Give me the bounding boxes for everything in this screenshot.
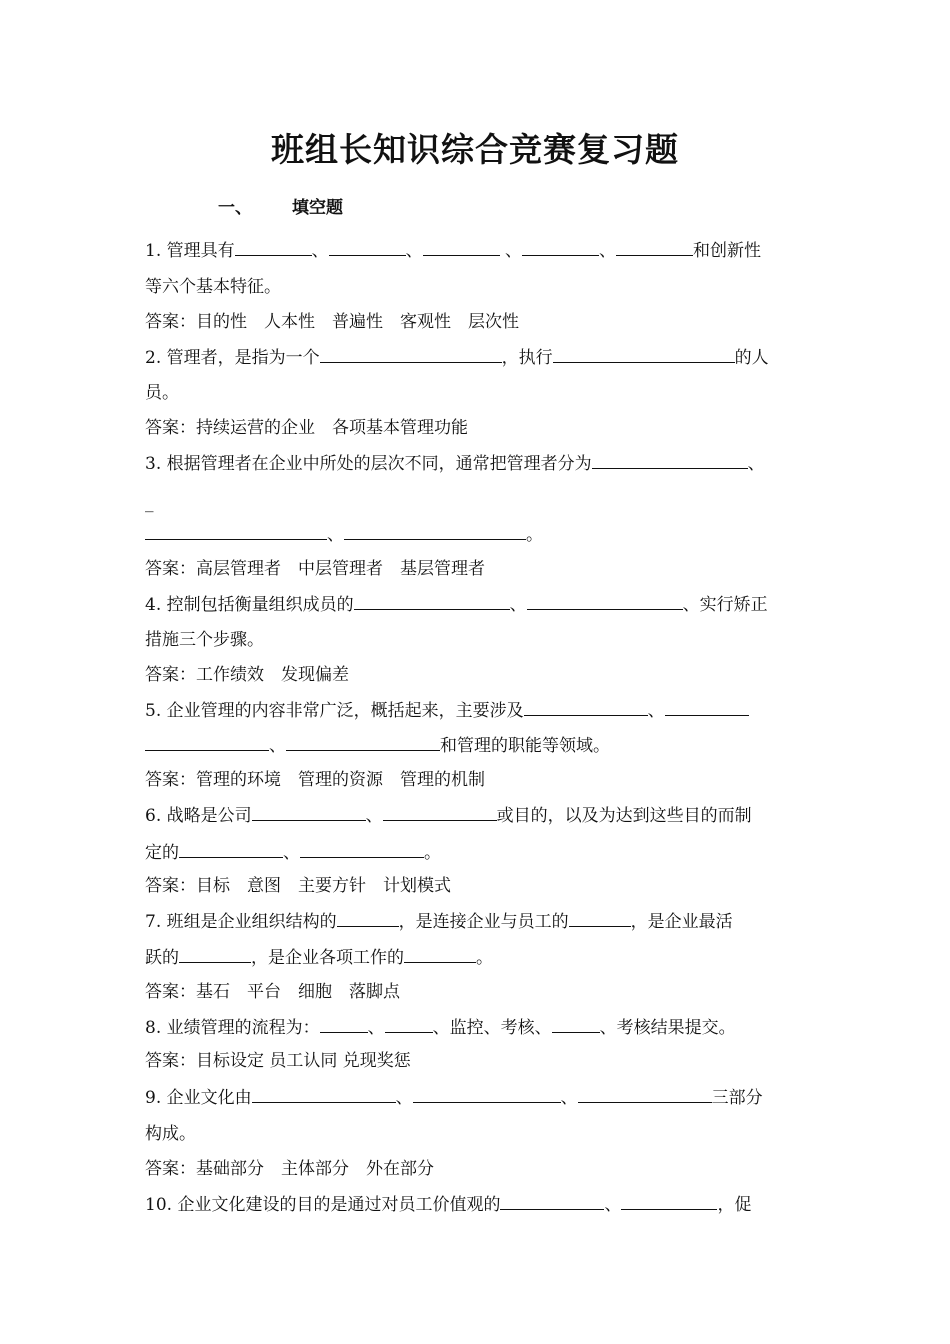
question-6-line-1 [145, 803, 752, 828]
answer-blank [413, 1085, 561, 1103]
separator: 、 [599, 241, 617, 261]
separator: 。 [424, 843, 441, 863]
question-text: 4. 控制包括衡量组织成员的 [145, 595, 354, 615]
answer-blank [524, 698, 648, 716]
section-label: 填空题 [292, 198, 343, 218]
section-number: 一、 [218, 198, 252, 218]
separator: 、 [747, 454, 765, 474]
separator: 、 [647, 701, 665, 721]
answer-blank [665, 698, 749, 716]
question-9-line-1 [145, 1085, 763, 1110]
question-text: 5. 企业管理的内容非常广泛，概括起来，主要涉及 [145, 701, 524, 721]
answer-6: 答案：目标 意图 主要方针 计划模式 [145, 876, 451, 896]
question-text: ，促 [717, 1195, 752, 1215]
answer-blank [320, 345, 502, 363]
separator: 、 [283, 843, 300, 863]
question-text: 、监控、考核、 [432, 1018, 552, 1038]
question-5-line-1 [145, 698, 749, 723]
answer-7: 答案：基石 平台 细胞 落脚点 [145, 982, 400, 1002]
question-6-line-2 [145, 840, 441, 865]
question-text: 2. 管理者，是指为一个 [145, 348, 320, 368]
answer-5: 答案：管理的环境 管理的资源 管理的机制 [145, 770, 485, 790]
question-text: ，是企业各项工作的 [251, 948, 404, 968]
answer-blank [552, 1015, 600, 1033]
question-text: 9. 企业文化由 [145, 1088, 252, 1108]
answer-blank [592, 451, 748, 469]
answer-blank [616, 238, 693, 256]
separator: 、 [269, 736, 286, 756]
answer-blank [320, 1015, 368, 1033]
answer-8: 答案：目标设定 员工认同 兑现奖惩 [145, 1051, 411, 1071]
answer-blank [527, 592, 683, 610]
question-text: ，是连接企业与员工的 [398, 912, 569, 932]
question-text: 和创新性 [693, 241, 762, 261]
answer-blank [252, 1085, 396, 1103]
question-7-line-2 [145, 945, 493, 970]
answer-blank [329, 238, 406, 256]
question-text: 跃的 [145, 948, 179, 968]
question-3-line-3 [145, 522, 543, 547]
answer-1: 答案：目的性 人本性 普遍性 客观性 层次性 [145, 312, 519, 332]
answer-blank [354, 592, 510, 610]
question-4-line-1 [145, 592, 768, 617]
question-1-line-1 [145, 238, 761, 263]
answer-blank [383, 803, 497, 821]
answer-blank [404, 945, 476, 963]
separator: 。 [526, 525, 543, 545]
question-1-line-2: 等六个基本特征。 [145, 277, 281, 297]
question-3-line-1 [145, 451, 765, 476]
question-text: 、考核结果提交。 [599, 1018, 736, 1038]
separator: 、 [560, 1088, 578, 1108]
question-10-line-1 [145, 1192, 751, 1217]
separator: 、 [604, 1195, 622, 1215]
separator: 、 [509, 595, 527, 615]
page-title: 班组长知识综合竞赛复习题 [271, 130, 679, 169]
question-text: 10. 企业文化建设的目的是通过对员工价值观的 [145, 1195, 501, 1215]
answer-blank [179, 840, 283, 858]
answer-blank [300, 840, 424, 858]
answer-blank [145, 522, 327, 540]
question-4-line-2: 措施三个步骤。 [145, 630, 264, 650]
answer-blank [145, 733, 269, 751]
question-text: 6. 战略是公司 [145, 806, 252, 826]
answer-blank [385, 1015, 433, 1033]
answer-blank [252, 803, 366, 821]
question-text: 7. 班组是企业组织结构的 [145, 912, 337, 932]
question-text: 三部分 [711, 1088, 763, 1108]
question-text: 3. 根据管理者在企业中所处的层次不同，通常把管理者分为 [145, 454, 592, 474]
separator: 。 [476, 948, 493, 968]
question-text: ，是企业最活 [630, 912, 733, 932]
separator: 、 [405, 241, 423, 261]
answer-blank [286, 733, 440, 751]
answer-blank [423, 238, 500, 256]
question-3-line-2: _ [145, 493, 154, 513]
answer-blank [522, 238, 599, 256]
answer-blank [621, 1192, 717, 1210]
question-text: ，执行 [501, 348, 553, 368]
separator: 、 [499, 241, 523, 261]
question-text: 的人 [734, 348, 769, 368]
question-text: 、实行矫正 [682, 595, 768, 615]
separator: 、 [327, 525, 344, 545]
question-text: 1. 管理具有 [145, 241, 235, 261]
answer-9: 答案：基础部分 主体部分 外在部分 [145, 1159, 434, 1179]
answer-4: 答案：工作绩效 发现偏差 [145, 665, 349, 685]
question-2-line-2: 员。 [145, 383, 179, 403]
question-text: 或目的，以及为达到这些目的而制 [496, 806, 752, 826]
question-text: 8. 业绩管理的流程为： [145, 1018, 320, 1038]
answer-blank [235, 238, 312, 256]
separator: 、 [311, 241, 329, 261]
answer-blank [344, 522, 526, 540]
question-8-line-1 [145, 1015, 736, 1040]
answer-blank [553, 345, 735, 363]
question-2-line-1 [145, 345, 769, 370]
section-heading [218, 193, 343, 218]
separator: 、 [367, 1018, 385, 1038]
question-5-line-2 [145, 733, 610, 758]
question-7-line-1 [145, 909, 733, 934]
question-text: 定的 [145, 843, 179, 863]
answer-blank [500, 1192, 604, 1210]
answer-blank [578, 1085, 712, 1103]
separator: 、 [365, 806, 383, 826]
answer-3: 答案：高层管理者 中层管理者 基层管理者 [145, 559, 485, 579]
answer-2: 答案：持续运营的企业 各项基本管理功能 [145, 418, 468, 438]
question-9-line-2: 构成。 [145, 1124, 196, 1144]
answer-blank [337, 909, 399, 927]
answer-blank [569, 909, 631, 927]
answer-blank [179, 945, 251, 963]
question-text: 和管理的职能等领域。 [440, 736, 610, 756]
separator: 、 [395, 1088, 413, 1108]
